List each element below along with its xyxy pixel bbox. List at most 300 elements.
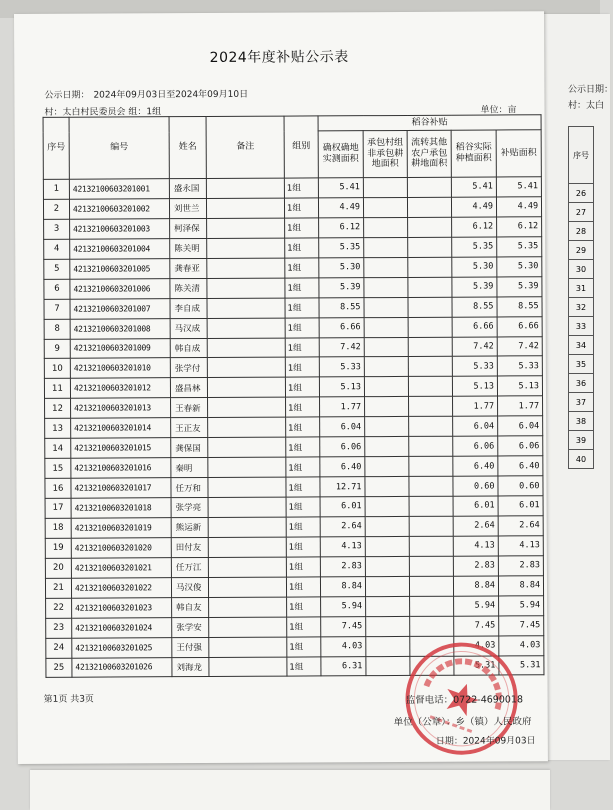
row-transfer-area [409,436,453,456]
row-remark [207,278,285,298]
row-confirmed-area: 5.33 [319,357,364,377]
table-row [44,376,542,399]
table-row [45,476,543,499]
adjacent-seq-cell: 26 [569,184,594,203]
header-contract-area: 承包村组非承包耕地面积 [363,130,407,177]
row-group: 1组 [286,477,320,497]
row-remark [206,198,284,218]
row-remark [209,597,287,617]
row-transfer-area [409,576,453,596]
row-group: 1组 [286,497,320,517]
row-confirmed-area: 6.40 [320,457,365,477]
row-name: 任万和 [171,478,208,498]
row-confirmed-area: 4.03 [321,636,366,656]
row-remark [208,397,286,417]
row-transfer-area [408,297,452,317]
row-remark [209,637,287,657]
header-name: 姓名 [169,116,206,178]
row-group: 1组 [286,557,320,577]
row-contract-area [366,596,410,616]
row-seq: 15 [45,458,71,478]
table-row [45,536,543,559]
row-remark [207,377,285,397]
row-code: 42132100603201019 [71,518,171,538]
row-confirmed-area: 5.41 [318,178,363,198]
row-planted-area: 5.41 [451,177,496,197]
period-label: 公示日期： [44,90,90,101]
row-seq: 2 [43,199,69,219]
row-contract-area [366,656,410,676]
next-page-edge [30,770,550,810]
adjacent-seq-cell: 38 [569,412,594,431]
row-planted-area: 2.83 [453,556,498,576]
row-remark [209,617,287,637]
row-contract-area [365,437,409,457]
row-transfer-area [409,556,453,576]
row-contract-area [363,177,407,197]
row-planted-area: 2.64 [453,516,498,536]
row-confirmed-area: 8.55 [319,297,364,317]
row-group: 1组 [287,597,321,617]
row-transfer-area [408,277,452,297]
subsidy-table [43,114,545,678]
row-confirmed-area: 12.71 [320,477,365,497]
row-name: 张学付 [170,358,207,378]
row-contract-area [365,556,409,576]
row-group: 1组 [286,577,320,597]
page-number: 第1页 共3页 [43,694,94,705]
row-group: 1组 [285,258,319,278]
table-row [43,177,541,200]
table-row [44,356,542,379]
row-seq: 19 [45,538,71,558]
row-remark [206,178,284,198]
adjacent-page [540,14,613,760]
header-remark: 备注 [206,116,284,178]
row-name: 陈关明 [170,238,207,258]
row-planted-area: 8.55 [452,297,497,317]
row-group: 1组 [286,457,320,477]
row-planted-area: 7.42 [452,336,497,356]
row-remark [208,517,286,537]
row-group: 1组 [286,517,320,537]
row-name: 王春新 [171,398,208,418]
row-contract-area [366,636,410,656]
row-planted-area: 0.60 [453,476,498,496]
row-seq: 3 [44,219,70,239]
row-subsidy-area: 0.60 [498,476,543,496]
row-seq: 6 [44,279,70,299]
adjacent-seq-cell: 36 [569,374,594,393]
row-code: 42132100603201024 [72,617,172,637]
table-row [45,556,543,579]
row-code: 42132100603201017 [71,478,171,498]
row-remark [207,318,285,338]
row-confirmed-area: 5.39 [319,277,364,297]
row-planted-area: 1.77 [453,396,498,416]
row-planted-area: 5.31 [454,655,499,675]
row-group: 1组 [285,337,319,357]
adjacent-seq-cell: 40 [569,450,594,469]
row-subsidy-area: 6.06 [498,436,543,456]
row-confirmed-area: 7.42 [319,337,364,357]
row-code: 42132100603201022 [71,577,171,597]
adjacent-seq-cell: 27 [569,203,594,222]
row-name: 龚春亚 [170,258,207,278]
adjacent-seq-cell: 33 [569,317,594,336]
adjacent-village-label: 村：太白 [568,101,605,111]
row-remark [207,258,285,278]
row-seq: 7 [44,299,70,319]
row-code: 42132100603201021 [71,557,171,577]
period-value: 2024年09月03日至2024年09月10日 [93,89,249,101]
row-remark [208,417,286,437]
row-seq: 11 [44,379,70,399]
row-name: 柯泽保 [170,218,207,238]
row-transfer-area [408,377,452,397]
adjacent-seq-cell: 37 [569,393,594,412]
row-name: 张学安 [172,617,209,637]
header-group: 组别 [284,116,318,178]
row-subsidy-area: 4.49 [496,197,541,217]
row-code: 42132100603201006 [70,278,170,298]
row-group: 1组 [284,198,318,218]
row-subsidy-area: 5.31 [499,655,544,675]
row-seq: 25 [46,658,72,678]
row-seq: 8 [44,319,70,339]
row-name: 王正友 [171,418,208,438]
row-contract-area [364,237,408,257]
row-code: 42132100603201012 [70,378,170,398]
row-confirmed-area: 6.04 [320,417,365,437]
table-row [45,456,543,479]
row-confirmed-area: 6.01 [320,497,365,517]
row-planted-area: 5.35 [452,237,497,257]
issue-date: 日期：2024年09月03日 [435,736,536,747]
row-code: 42132100603201025 [72,637,172,657]
header-transfer-area: 流转其他农户承包耕地面积 [407,130,451,177]
row-contract-area [365,516,409,536]
row-contract-area [364,217,408,237]
row-name: 秦明 [171,458,208,478]
row-code: 42132100603201009 [70,338,170,358]
row-name: 任万江 [171,557,208,577]
row-subsidy-area: 5.35 [497,237,542,257]
row-confirmed-area: 1.77 [320,397,365,417]
row-code: 42132100603201020 [71,538,171,558]
row-remark [207,358,285,378]
row-group: 1组 [286,397,320,417]
adjacent-seq-cell: 30 [569,260,594,279]
row-confirmed-area: 5.13 [319,377,364,397]
row-name: 盛永国 [169,178,206,198]
row-group: 1组 [285,357,319,377]
row-code: 42132100603201026 [72,657,172,677]
row-group: 1组 [284,178,318,198]
row-confirmed-area: 4.49 [318,198,363,218]
row-subsidy-area: 6.04 [498,416,543,436]
row-transfer-area [409,397,453,417]
row-group: 1组 [286,537,320,557]
row-seq: 24 [46,638,72,658]
row-planted-area: 6.04 [453,416,498,436]
table-row [44,256,542,279]
row-subsidy-area: 5.30 [497,256,542,276]
row-contract-area [365,536,409,556]
row-seq: 13 [45,418,71,438]
row-confirmed-area: 5.94 [321,596,366,616]
row-seq: 5 [44,259,70,279]
table-row [44,217,542,240]
row-contract-area [364,357,408,377]
row-transfer-area [409,456,453,476]
row-code: 42132100603201013 [71,398,171,418]
notice-period [44,87,248,101]
row-confirmed-area: 4.13 [320,537,365,557]
row-subsidy-area: 5.33 [497,356,542,376]
row-name: 马汉俊 [171,577,208,597]
row-remark [208,437,286,457]
row-confirmed-area: 6.12 [319,218,364,238]
row-planted-area: 6.01 [453,496,498,516]
row-contract-area [365,457,409,477]
row-name: 熊运新 [171,517,208,537]
row-contract-area [364,297,408,317]
row-planted-area: 6.66 [452,317,497,337]
row-planted-area: 5.33 [452,356,497,376]
row-name: 刘世兰 [169,198,206,218]
row-subsidy-area: 5.13 [497,376,542,396]
row-remark [209,657,287,677]
unit-label: 单位：亩 [480,105,517,116]
row-group: 1组 [287,636,321,656]
adjacent-table [568,126,594,469]
row-contract-area [364,317,408,337]
table-row [45,436,543,459]
row-code: 42132100603201018 [71,498,171,518]
row-contract-area [365,397,409,417]
issuing-unit: 单位（公章）：乡（镇）人民政府 [393,716,532,729]
row-planted-area: 8.84 [453,576,498,596]
row-subsidy-area: 5.41 [496,177,541,197]
row-group: 1组 [286,437,320,457]
adjacent-period-label: 公示日期： [568,85,613,95]
row-seq: 23 [46,618,72,638]
row-remark [208,457,286,477]
row-contract-area [364,277,408,297]
row-planted-area: 5.30 [452,257,497,277]
row-code: 42132100603201010 [70,358,170,378]
row-remark [208,477,286,497]
table-row [45,416,543,439]
row-confirmed-area: 5.35 [319,237,364,257]
row-seq: 4 [44,239,70,259]
row-code: 42132100603201008 [70,318,170,338]
row-remark [207,238,285,258]
row-subsidy-area: 2.83 [498,556,543,576]
table-row [46,615,544,638]
row-planted-area: 6.12 [452,217,497,237]
row-transfer-area [409,516,453,536]
row-transfer-area [409,496,453,516]
row-subsidy-area: 2.64 [498,516,543,536]
row-transfer-area [409,536,453,556]
row-code: 42132100603201005 [70,258,170,278]
row-planted-area: 6.06 [453,436,498,456]
table-row [44,336,542,359]
row-remark [207,338,285,358]
table-row [46,595,544,618]
row-name: 刘海龙 [172,657,209,677]
row-confirmed-area: 7.45 [321,616,366,636]
header-planted-area: 稻谷实际种植面积 [451,130,496,177]
row-contract-area [365,576,409,596]
row-confirmed-area: 5.30 [319,257,364,277]
row-planted-area: 7.45 [454,616,499,636]
header-seq: 序号 [43,117,69,179]
row-seq: 18 [45,518,71,538]
row-subsidy-area: 5.39 [497,276,542,296]
row-remark [208,557,286,577]
row-group: 1组 [285,377,319,397]
row-contract-area [365,417,409,437]
row-planted-area: 4.03 [454,636,499,656]
row-confirmed-area: 2.64 [320,517,365,537]
row-subsidy-area: 6.01 [498,496,543,516]
row-subsidy-area: 8.55 [497,296,542,316]
row-confirmed-area: 6.66 [319,317,364,337]
row-contract-area [364,337,408,357]
table-row [45,496,543,519]
row-confirmed-area: 2.83 [320,556,365,576]
adjacent-seq-cell: 28 [569,222,594,241]
adjacent-seq-cell: 31 [569,279,594,298]
row-remark [208,577,286,597]
row-seq: 10 [44,359,70,379]
row-transfer-area [408,357,452,377]
row-name: 龚保国 [171,438,208,458]
row-subsidy-area: 7.42 [497,336,542,356]
row-remark [207,218,285,238]
row-code: 42132100603201014 [71,418,171,438]
row-subsidy-area: 4.13 [498,536,543,556]
row-transfer-area [408,337,452,357]
adjacent-seq-cell: 39 [569,431,594,450]
row-remark [208,497,286,517]
table-row [44,237,542,260]
row-group: 1组 [287,656,321,676]
row-transfer-area [409,476,453,496]
row-subsidy-area: 6.12 [497,217,542,237]
row-planted-area: 4.49 [451,197,496,217]
table-row [45,516,543,539]
table-row [44,316,542,339]
row-remark [208,537,286,557]
row-contract-area [363,197,407,217]
row-subsidy-area: 1.77 [498,396,543,416]
table-row [44,296,542,319]
row-code: 42132100603201016 [71,458,171,478]
row-group: 1组 [285,298,319,318]
row-seq: 22 [46,598,72,618]
page-title: 2024年度补贴公示表 [209,49,349,66]
row-transfer-area [409,416,453,436]
row-seq: 17 [45,498,71,518]
row-name: 盛昌林 [170,378,207,398]
row-name: 韩自友 [172,597,209,617]
adjacent-seq-cell: 29 [569,241,594,260]
row-name: 李自成 [170,298,207,318]
row-name: 田付友 [171,537,208,557]
header-subsidy-area: 补贴面积 [496,130,541,177]
row-transfer-area [408,217,452,237]
row-contract-area [365,496,409,516]
row-transfer-area [408,237,452,257]
table-row [45,575,543,598]
row-group: 1组 [285,278,319,298]
village-group-label: 村：太白村民委员会 组：1组 [44,107,162,118]
row-subsidy-area: 8.84 [498,575,543,595]
header-code: 编号 [69,117,169,180]
row-group: 1组 [285,238,319,258]
row-planted-area: 6.40 [453,456,498,476]
row-code: 42132100603201007 [70,298,170,318]
row-seq: 21 [45,578,71,598]
row-code: 42132100603201004 [70,239,170,259]
row-seq: 1 [43,179,69,199]
header-rice-subsidy: 稻谷补贴 [318,115,541,131]
table-row [44,276,542,299]
row-planted-area: 4.13 [453,536,498,556]
row-confirmed-area: 6.31 [321,656,366,676]
row-group: 1组 [285,317,319,337]
row-name: 韩自成 [170,338,207,358]
row-name: 王付强 [172,637,209,657]
row-seq: 20 [45,558,71,578]
table-row [43,197,541,220]
row-contract-area [365,477,409,497]
row-group: 1组 [287,617,321,637]
row-name: 马汉成 [170,318,207,338]
row-transfer-area [407,197,451,217]
adjacent-seq-header: 序号 [569,127,594,184]
row-subsidy-area: 6.40 [498,456,543,476]
row-subsidy-area: 7.45 [499,615,544,635]
row-planted-area: 5.94 [454,596,499,616]
row-transfer-area [408,257,452,277]
notice-sheet [14,11,548,764]
row-subsidy-area: 6.66 [497,316,542,336]
row-transfer-area [407,177,451,197]
row-seq: 12 [45,399,71,419]
row-confirmed-area: 6.06 [320,437,365,457]
adjacent-seq-cell: 35 [569,355,594,374]
table-row [45,396,543,419]
row-code: 42132100603201001 [69,179,169,199]
row-name: 张学亮 [171,497,208,517]
row-planted-area: 5.39 [452,277,497,297]
header-confirmed-area: 确权确地实测面积 [318,131,363,178]
adjacent-seq-cell: 32 [569,298,594,317]
row-group: 1组 [285,218,319,238]
row-subsidy-area: 4.03 [499,635,544,655]
row-contract-area [366,616,410,636]
row-seq: 9 [44,339,70,359]
row-remark [207,298,285,318]
row-contract-area [364,377,408,397]
row-transfer-area [410,596,454,616]
row-code: 42132100603201002 [69,199,169,219]
